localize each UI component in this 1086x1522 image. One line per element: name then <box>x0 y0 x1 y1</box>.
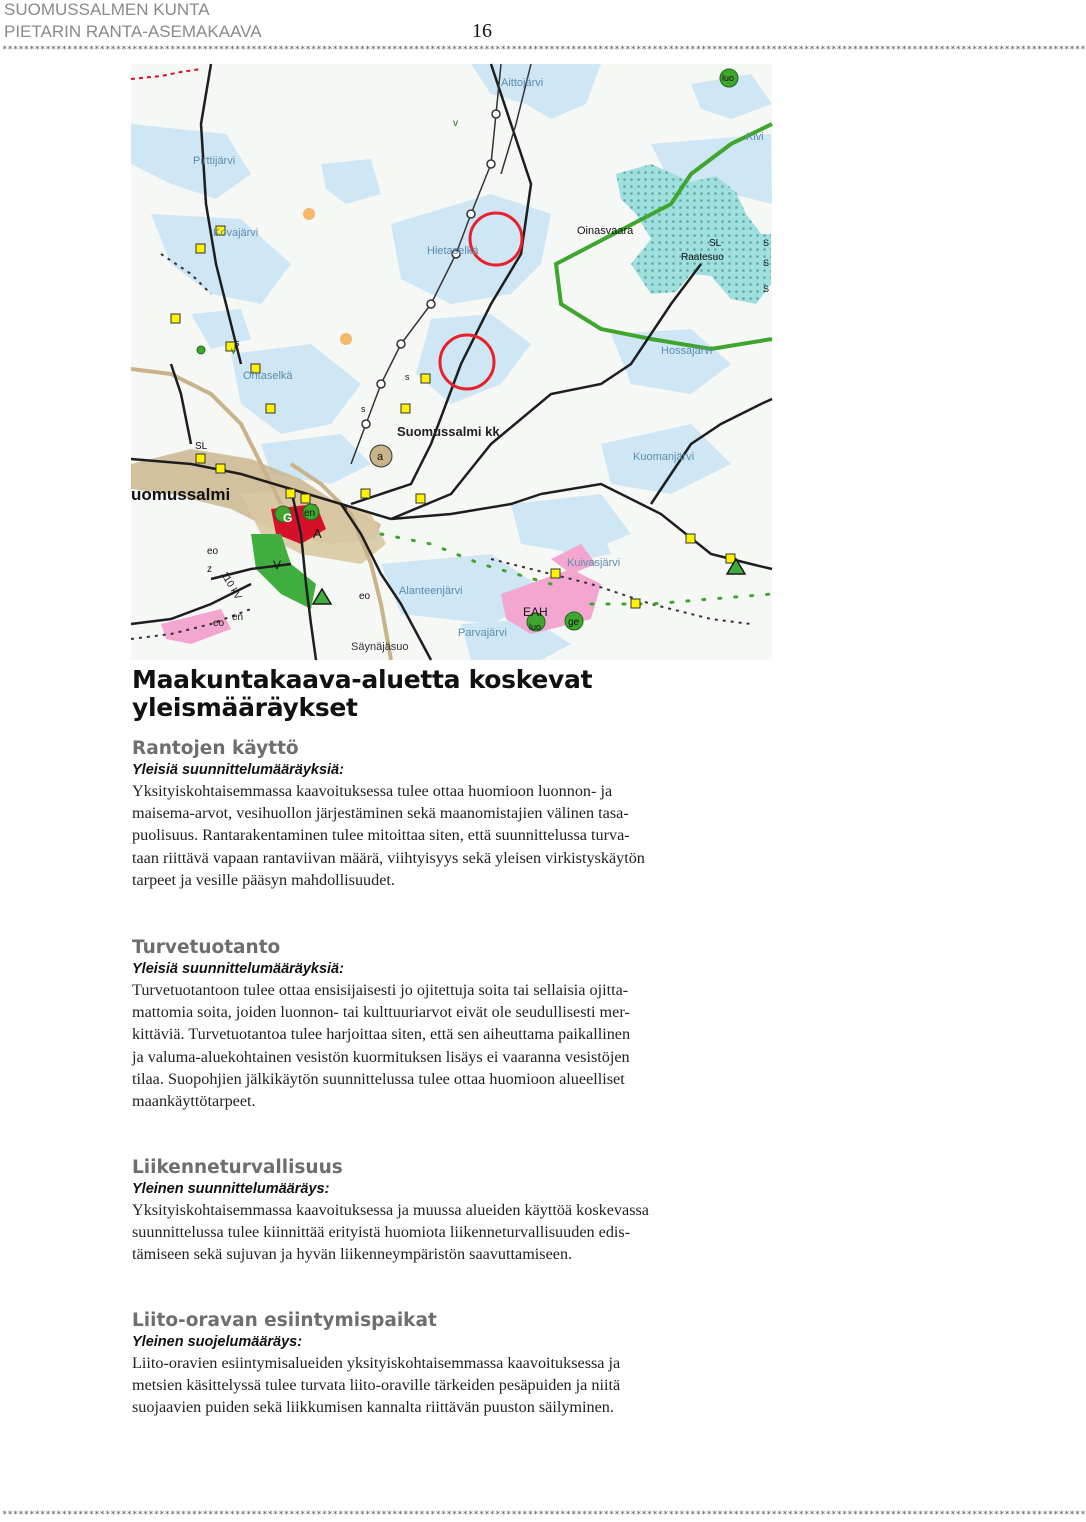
label-eo-3: eo <box>213 618 225 629</box>
section-body <box>132 1199 702 1266</box>
label-s-right-1: S <box>763 238 770 248</box>
section-body <box>132 979 702 1112</box>
label-v-2: v <box>231 346 236 357</box>
top-asterisk-rule: ******************************************************************************************************************************************************************************************************** <box>2 45 1086 55</box>
label-alanteenjarvi: Alanteenjärvi <box>399 585 463 597</box>
label-sl-2: SL <box>195 441 208 452</box>
section-turvetuotanto <box>132 937 702 1112</box>
label-suomussalmi: uomussalmi <box>131 485 231 504</box>
section-heading: Turvetuotanto <box>132 937 281 958</box>
body-line: tämiseen sekä sujuvan ja hyvän liikenneympäristön saavuttamiseen. <box>132 1245 573 1264</box>
body-line: suunnittelussa tulee kiinnittää erityistä huomiota liikenneturvallisuuden edis- <box>132 1223 631 1242</box>
label-eah: EAH <box>523 605 548 619</box>
page-number: 16 <box>472 20 492 42</box>
body-line: kittäviä. Turvetuotantoa tulee harjoittaa siten, että sen aiheuttama paikallinen <box>132 1025 631 1044</box>
label-a-upper: A <box>313 526 322 541</box>
label-pirttijarvi: Pirttijärvi <box>193 155 236 167</box>
label-luo-1: luo <box>529 622 542 632</box>
section-heading: Liikenneturvallisuus <box>132 1157 343 1178</box>
label-eo-1: eo <box>207 546 219 557</box>
label-ohtaselka: Ohtaselkä <box>243 370 293 382</box>
label-kovajarvi: Kovajärvi <box>213 227 259 239</box>
label-en-2: en <box>232 612 244 623</box>
page-title-line-1: Maakuntakaava-aluetta koskevat <box>132 665 593 694</box>
section-heading: Liito-oravan esiintymispaikat <box>132 1310 437 1331</box>
label-s-2: s <box>361 404 366 414</box>
label-oinasvaara: Oinasvaara <box>577 225 634 237</box>
page-title-line-2: yleismääräykset <box>132 693 358 722</box>
section-heading: Rantojen käyttö <box>132 738 299 759</box>
label-ge: ge <box>568 617 580 628</box>
label-g: G <box>283 511 293 525</box>
section-liikenneturvallisuus <box>132 1157 702 1266</box>
body-line: Turvetuotantoon tulee ottaa ensisijaisesti jo ojitettuja soita tai sellaisia ojitta- <box>132 981 629 999</box>
body-line: taan riittävä vapaan rantaviivan määrä, viihtyisyys sekä yleisen virkistyskäytön <box>132 848 645 867</box>
body-line: mattomia soita, joiden luonnon- tai kulttuuriarvot eivät ole seudullisesti mer- <box>132 1003 630 1022</box>
label-hietaselka: Hietaselkä <box>427 245 479 257</box>
label-s-right-3: S <box>763 284 770 294</box>
label-kivi: Kivi <box>746 131 764 143</box>
body-line: suojaavien puiden sekä liikkumisen kannalta riittävän puuston säilyminen. <box>132 1398 614 1417</box>
body-line: tarpeet ja vesille pääsyn mahdollisuudet. <box>132 870 395 889</box>
body-line: Yksityiskohtaisemmassa kaavoituksessa ja muussa alueiden käyttöä koskevassa <box>132 1201 649 1219</box>
section-liito-oravan-esiintymispaikat <box>132 1310 702 1419</box>
label-saynajasuo: Säynäjäsuo <box>351 641 409 653</box>
label-aittojarvi: Aittojärvi <box>501 77 544 89</box>
bottom-asterisk-rule: ******************************************************************************************************************************************************************************************************** <box>2 1510 1086 1520</box>
label-s-right-2: S <box>763 258 770 268</box>
section-subheading: Yleinen suojelumääräys: <box>132 1334 303 1350</box>
label-eo-2: eo <box>359 591 371 602</box>
label-en-1: en <box>304 508 316 519</box>
label-raatesuo: Raatesuo <box>681 252 724 263</box>
body-line: maankäyttötarpeet. <box>132 1092 256 1111</box>
label-suomussalmi-kk: Suomussalmi kk <box>397 424 500 439</box>
header-plan-name: PIETARIN RANTA-ASEMAKAAVA <box>4 22 262 41</box>
section-subheading: Yleisiä suunnittelumääräyksiä: <box>132 961 344 977</box>
header-municipality: SUOMUSSALMEN KUNTA <box>4 0 210 19</box>
label-luo-2: luo <box>722 73 735 83</box>
label-110kv: 110 kV <box>218 570 244 602</box>
label-kuomanjarvi: Kuomanjärvi <box>633 451 695 463</box>
label-hossajarvi: Hossajärvi <box>661 345 713 357</box>
section-subheading: Yleinen suunnittelumääräys: <box>132 1181 330 1197</box>
label-v-upper: V <box>273 558 282 572</box>
label-s-1: s <box>235 338 240 348</box>
section-body <box>132 780 702 891</box>
label-s-box: s <box>405 372 410 382</box>
section-subheading: Yleisiä suunnittelumääräyksiä: <box>132 762 344 778</box>
body-line: maisema-arvot, vesihuollon järjestäminen sekä maanomistajien välinen tasa- <box>132 804 629 823</box>
body-line: Liito-oravien esiintymisalueiden yksityiskohtaisemmassa kaavoituksessa ja <box>132 1354 621 1372</box>
label-s-3: s <box>343 502 348 512</box>
label-kuivasjarvi: Kuivasjärvi <box>567 557 621 569</box>
label-a: a <box>377 451 384 463</box>
label-z: z <box>207 564 212 575</box>
label-sl: SL <box>709 238 722 249</box>
body-line: Yksityiskohtaisemmassa kaavoituksessa tulee ottaa huomioon luonnon- ja <box>132 782 613 800</box>
body-line: tilaa. Suopohjien jälkikäytön suunnittelussa tulee ottaa huomioon alueelliset <box>132 1069 625 1088</box>
body-line: metsien käsittelyssä tulee turvata liito-oraville tärkeiden pesäpuiden ja niitä <box>132 1376 621 1395</box>
regional-plan-map <box>131 64 772 660</box>
page-title <box>132 666 592 722</box>
label-parvajarvi: Parvajärvi <box>458 627 507 639</box>
body-line: puolisuus. Rantarakentaminen tulee mitoittaa siten, että suunnittelussa turva- <box>132 826 630 845</box>
section-body <box>132 1352 702 1419</box>
section-rantojen-kaytto <box>132 738 702 891</box>
body-line: ja valuma-aluekohtainen vesistön kuormituksen lisäys ei vaaranna vesistöjen <box>132 1047 630 1066</box>
label-v-1: v <box>453 118 458 129</box>
